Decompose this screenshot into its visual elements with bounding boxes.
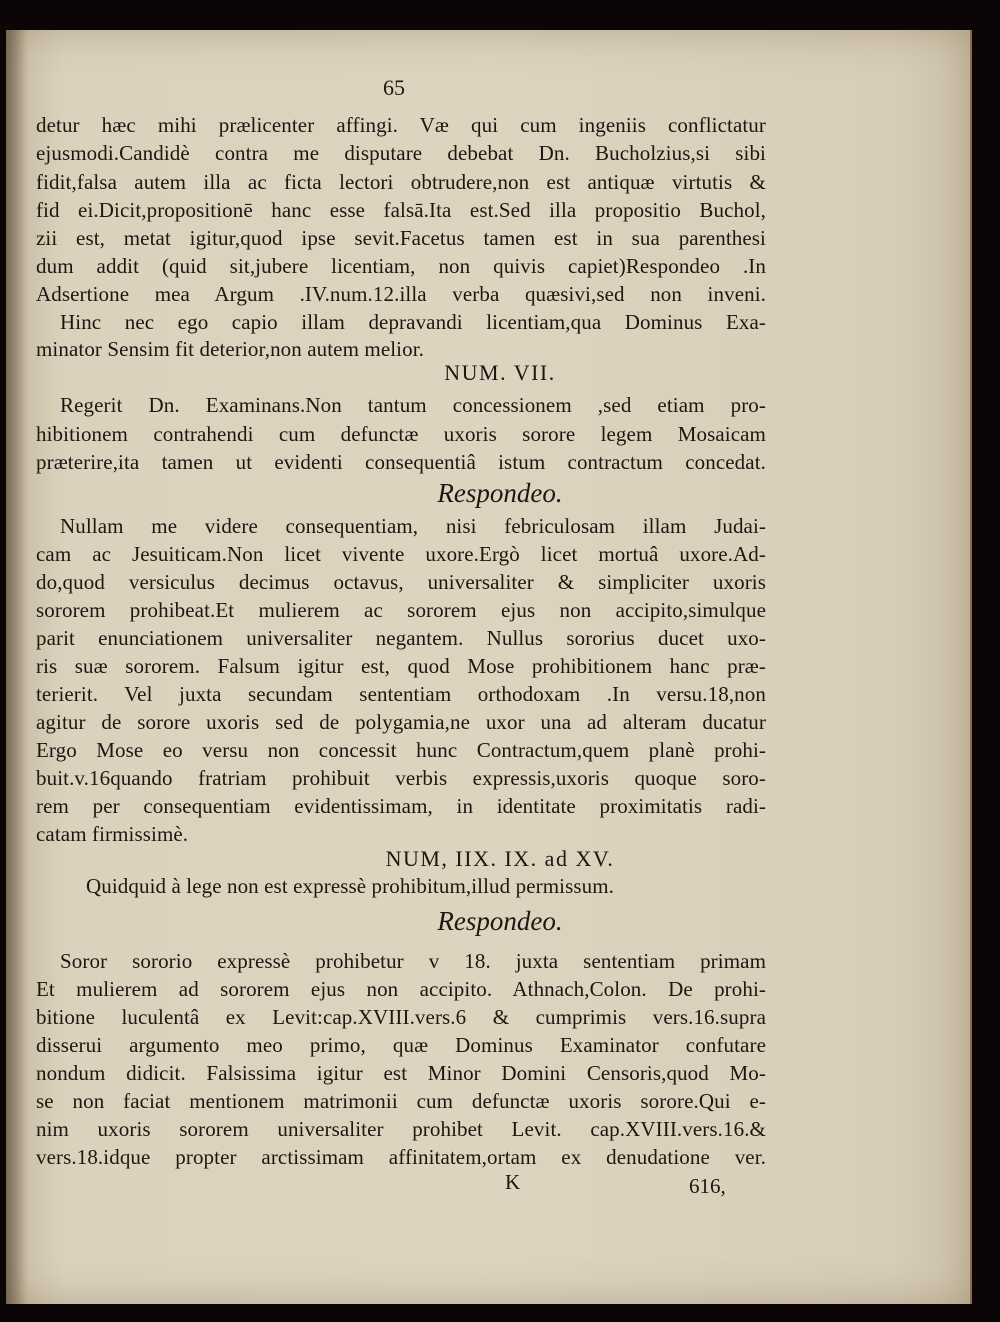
text-line: Et mulierem ad sororem ejus non accipito. Athnach,Colon. De prohi- bbox=[36, 977, 766, 1001]
text-line: Adsertione mea Argum .IV.num.12.illa verba quæsivi,sed non inveni. bbox=[36, 282, 766, 306]
respondeo-heading: Respondeo. bbox=[437, 478, 563, 508]
text-line: Nullam me videre consequentiam, nisi febriculosam illam Judai- bbox=[60, 514, 766, 538]
text-line: Soror sororio expressè prohibetur v 18. juxta sententiam primam bbox=[60, 949, 766, 973]
signature-mark: K bbox=[505, 1170, 521, 1194]
text-line: terierit. Vel juxta secundam sententiam orthodoxam .In versu.18,non bbox=[36, 682, 766, 706]
text-line: Hinc nec ego capio illam depravandi licentiam,qua Dominus Exa- bbox=[60, 310, 766, 334]
catchword: 616, bbox=[689, 1174, 726, 1198]
text-line: hibitionem contrahendi cum defunctæ uxoris sorore legem Mosaicam bbox=[36, 422, 766, 446]
text-line: ejusmodi.Candidè contra me disputare debebat Dn. Bucholzius,si sibi bbox=[36, 141, 766, 165]
text-line: se non faciat mentionem matrimonii cum defunctæ uxoris sorore.Qui e- bbox=[36, 1089, 766, 1113]
text-line: vers.18.idque propter arctissimam affinitatem,ortam ex denudatione ver. bbox=[36, 1145, 766, 1169]
section-heading-vii: NUM. VII. bbox=[444, 360, 556, 385]
respondeo-heading: Respondeo. bbox=[437, 906, 563, 936]
text-line: disserui argumento meo primo, quæ Dominus Examinator confutare bbox=[36, 1033, 766, 1057]
text-line: ris suæ sororem. Falsum igitur est, quod Mose prohibitionem hanc præ- bbox=[36, 654, 766, 678]
text-line: detur hæc mihi prælicenter affingi. Væ qui cum ingeniis conflictatur bbox=[36, 113, 766, 137]
text-line: bitione luculentâ ex Levit:cap.XVIII.vers.6 & cumprimis vers.16.supra bbox=[36, 1005, 766, 1029]
text-line: buit.v.16quando fratriam prohibuit verbis expressis,uxoris quoque soro- bbox=[36, 766, 766, 790]
section-heading-ix: NUM, IIX. IX. ad XV. bbox=[385, 846, 615, 871]
text-line: zii est, metat igitur,quod ipse sevit.Facetus tamen est in sua parenthesi bbox=[36, 226, 766, 250]
text-line: nondum didicit. Falsissima igitur est Minor Domini Censoris,quod Mo- bbox=[36, 1061, 766, 1085]
text-line: rem per consequentiam evidentissimam, in identitate proximitatis radi- bbox=[36, 794, 766, 818]
text-line: præterire,ita tamen ut evidenti consequentiâ istum contractum concedat. bbox=[36, 450, 766, 474]
text-line: fid ei.Dicit,propositionē hanc esse falsā.Ita est.Sed illa propositio Buchol, bbox=[36, 198, 766, 222]
text-line: Ergo Mose eo versu non concessit hunc Contractum,quem planè prohi- bbox=[36, 738, 766, 762]
text-line: parit enunciationem universaliter negantem. Nullus sororius ducet uxo- bbox=[36, 626, 766, 650]
text-line: nim uxoris sororem universaliter prohibet Levit. cap.XVIII.vers.16.& bbox=[36, 1117, 766, 1141]
text-line: minator Sensim fit deterior,non autem melior. bbox=[36, 337, 424, 361]
text-line: do,quod versiculus decimus octavus, universaliter & simpliciter uxoris bbox=[36, 570, 766, 594]
text-line: fidit,falsa autem illa ac ficta lectori obtrudere,non est antiquæ virtutis & bbox=[36, 170, 766, 194]
claim-line: Quidquid à lege non est expressè prohibitum,illud permissum. bbox=[86, 874, 615, 898]
text-line: Regerit Dn. Examinans.Non tantum concessionem ,sed etiam pro- bbox=[60, 393, 766, 417]
text-line: cam ac Jesuiticam.Non licet vivente uxore.Ergò licet mortuâ uxore.Ad- bbox=[36, 542, 766, 566]
text-line: agitur de sorore uxoris sed de polygamia,ne uxor una ad alteram ducatur bbox=[36, 710, 766, 734]
text-line: catam firmissimè. bbox=[36, 822, 189, 846]
text-line: sororem prohibeat.Et mulierem ac sororem ejus non accipito,simulque bbox=[36, 598, 766, 622]
page-number: 65 bbox=[383, 75, 405, 100]
gutter-shadow bbox=[6, 30, 28, 1304]
text-line: dum addit (quid sit,jubere licentiam, non quivis capiet)Respondeo .In bbox=[36, 254, 766, 278]
